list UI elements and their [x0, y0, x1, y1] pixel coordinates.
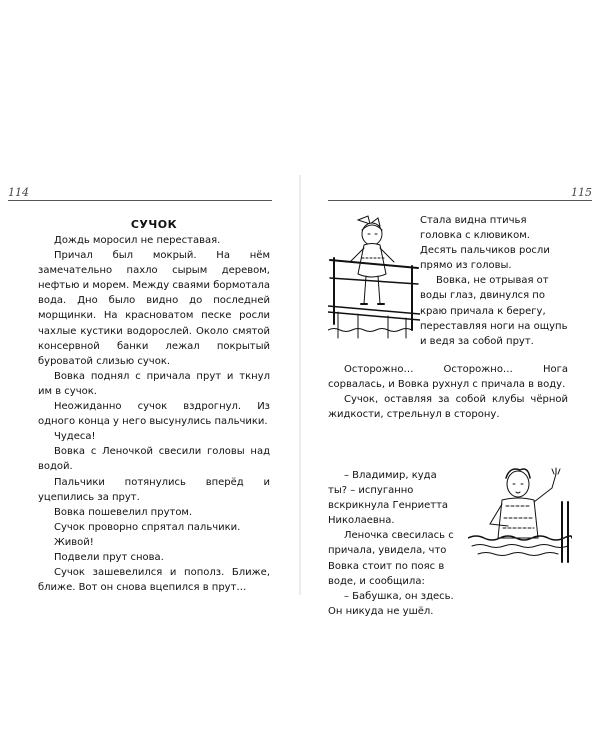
- paragraph: Пальчики потянулись вперёд и уцепились за прут.: [38, 476, 270, 503]
- paragraph: – Владимир, куда ты? – испуганно вскрикнула Генриетта Николаевна.: [328, 470, 449, 527]
- paragraph: Живой!: [54, 536, 94, 548]
- right-page: [300, 0, 600, 750]
- paragraph: Причал был мокрый. На нём замечательно пахло сырым деревом, нефтью и морем. Между сваями бормотала вода. Дно было видно до последней морщинки. На красноватом песке росли чахлые кустики водорослей. Около смятой консервной банки лежал покрытый буроватой слизью сучок.: [38, 250, 270, 367]
- right-text-block-3: [328, 468, 454, 619]
- paragraph: Сучок проворно спрятал пальчики.: [54, 521, 241, 533]
- page-number-left: 114: [8, 186, 29, 199]
- paragraph: Вовка поднял с причала прут и ткнул им в сучок.: [38, 370, 270, 397]
- right-text-block-1: [420, 213, 568, 349]
- paragraph: Дождь моросил не переставая.: [54, 235, 221, 246]
- page-number-right: 115: [571, 186, 592, 199]
- header-rule-right: [328, 200, 592, 201]
- story-title: СУЧОК: [130, 218, 178, 231]
- paragraph: – Бабушка, он здесь. Он никуда не ушёл.: [328, 590, 454, 617]
- paragraph: Сучок зашевелился и пополз. Ближе, ближе. Вот он снова вцепился в прут…: [38, 567, 270, 594]
- girl-on-pier-illustration: [328, 212, 420, 340]
- paragraph: Подвели прут снова.: [54, 551, 164, 563]
- header-rule-left: [8, 200, 272, 201]
- paragraph: Вовка пошевелил прутом.: [54, 506, 193, 518]
- paragraph: Неожиданно сучок вздрогнул. Из одного конца у него высунулись пальчики.: [38, 401, 270, 428]
- paragraph: Чудеса!: [54, 431, 96, 443]
- right-text-block-2: [328, 362, 568, 422]
- paragraph: Сучок, оставляя за собой клубы чёрной жидкости, стрельнул в сторону.: [328, 394, 568, 421]
- paragraph: Леночка свесилась с причала, увидела, что Вовка стоит по пояс в воде, и сообщила:: [328, 530, 454, 587]
- boy-in-water-illustration: [468, 462, 572, 564]
- paragraph: Стала видна птичья головка с клювиком. Десять пальчиков росли прямо из головы.: [420, 215, 550, 272]
- paragraph: Вовка с Леночкой свесили головы над водой.: [38, 446, 270, 473]
- left-text-block: [38, 233, 270, 595]
- paragraph: Осторожно… Осторожно… Нога сорвалась, и Вовка рухнул с причала в воду.: [328, 364, 568, 391]
- paragraph: Вовка, не отрывая от воды глаз, двинулся по краю причала к берегу, переставляя ноги на ощупь и ведя за собой прут.: [420, 275, 568, 347]
